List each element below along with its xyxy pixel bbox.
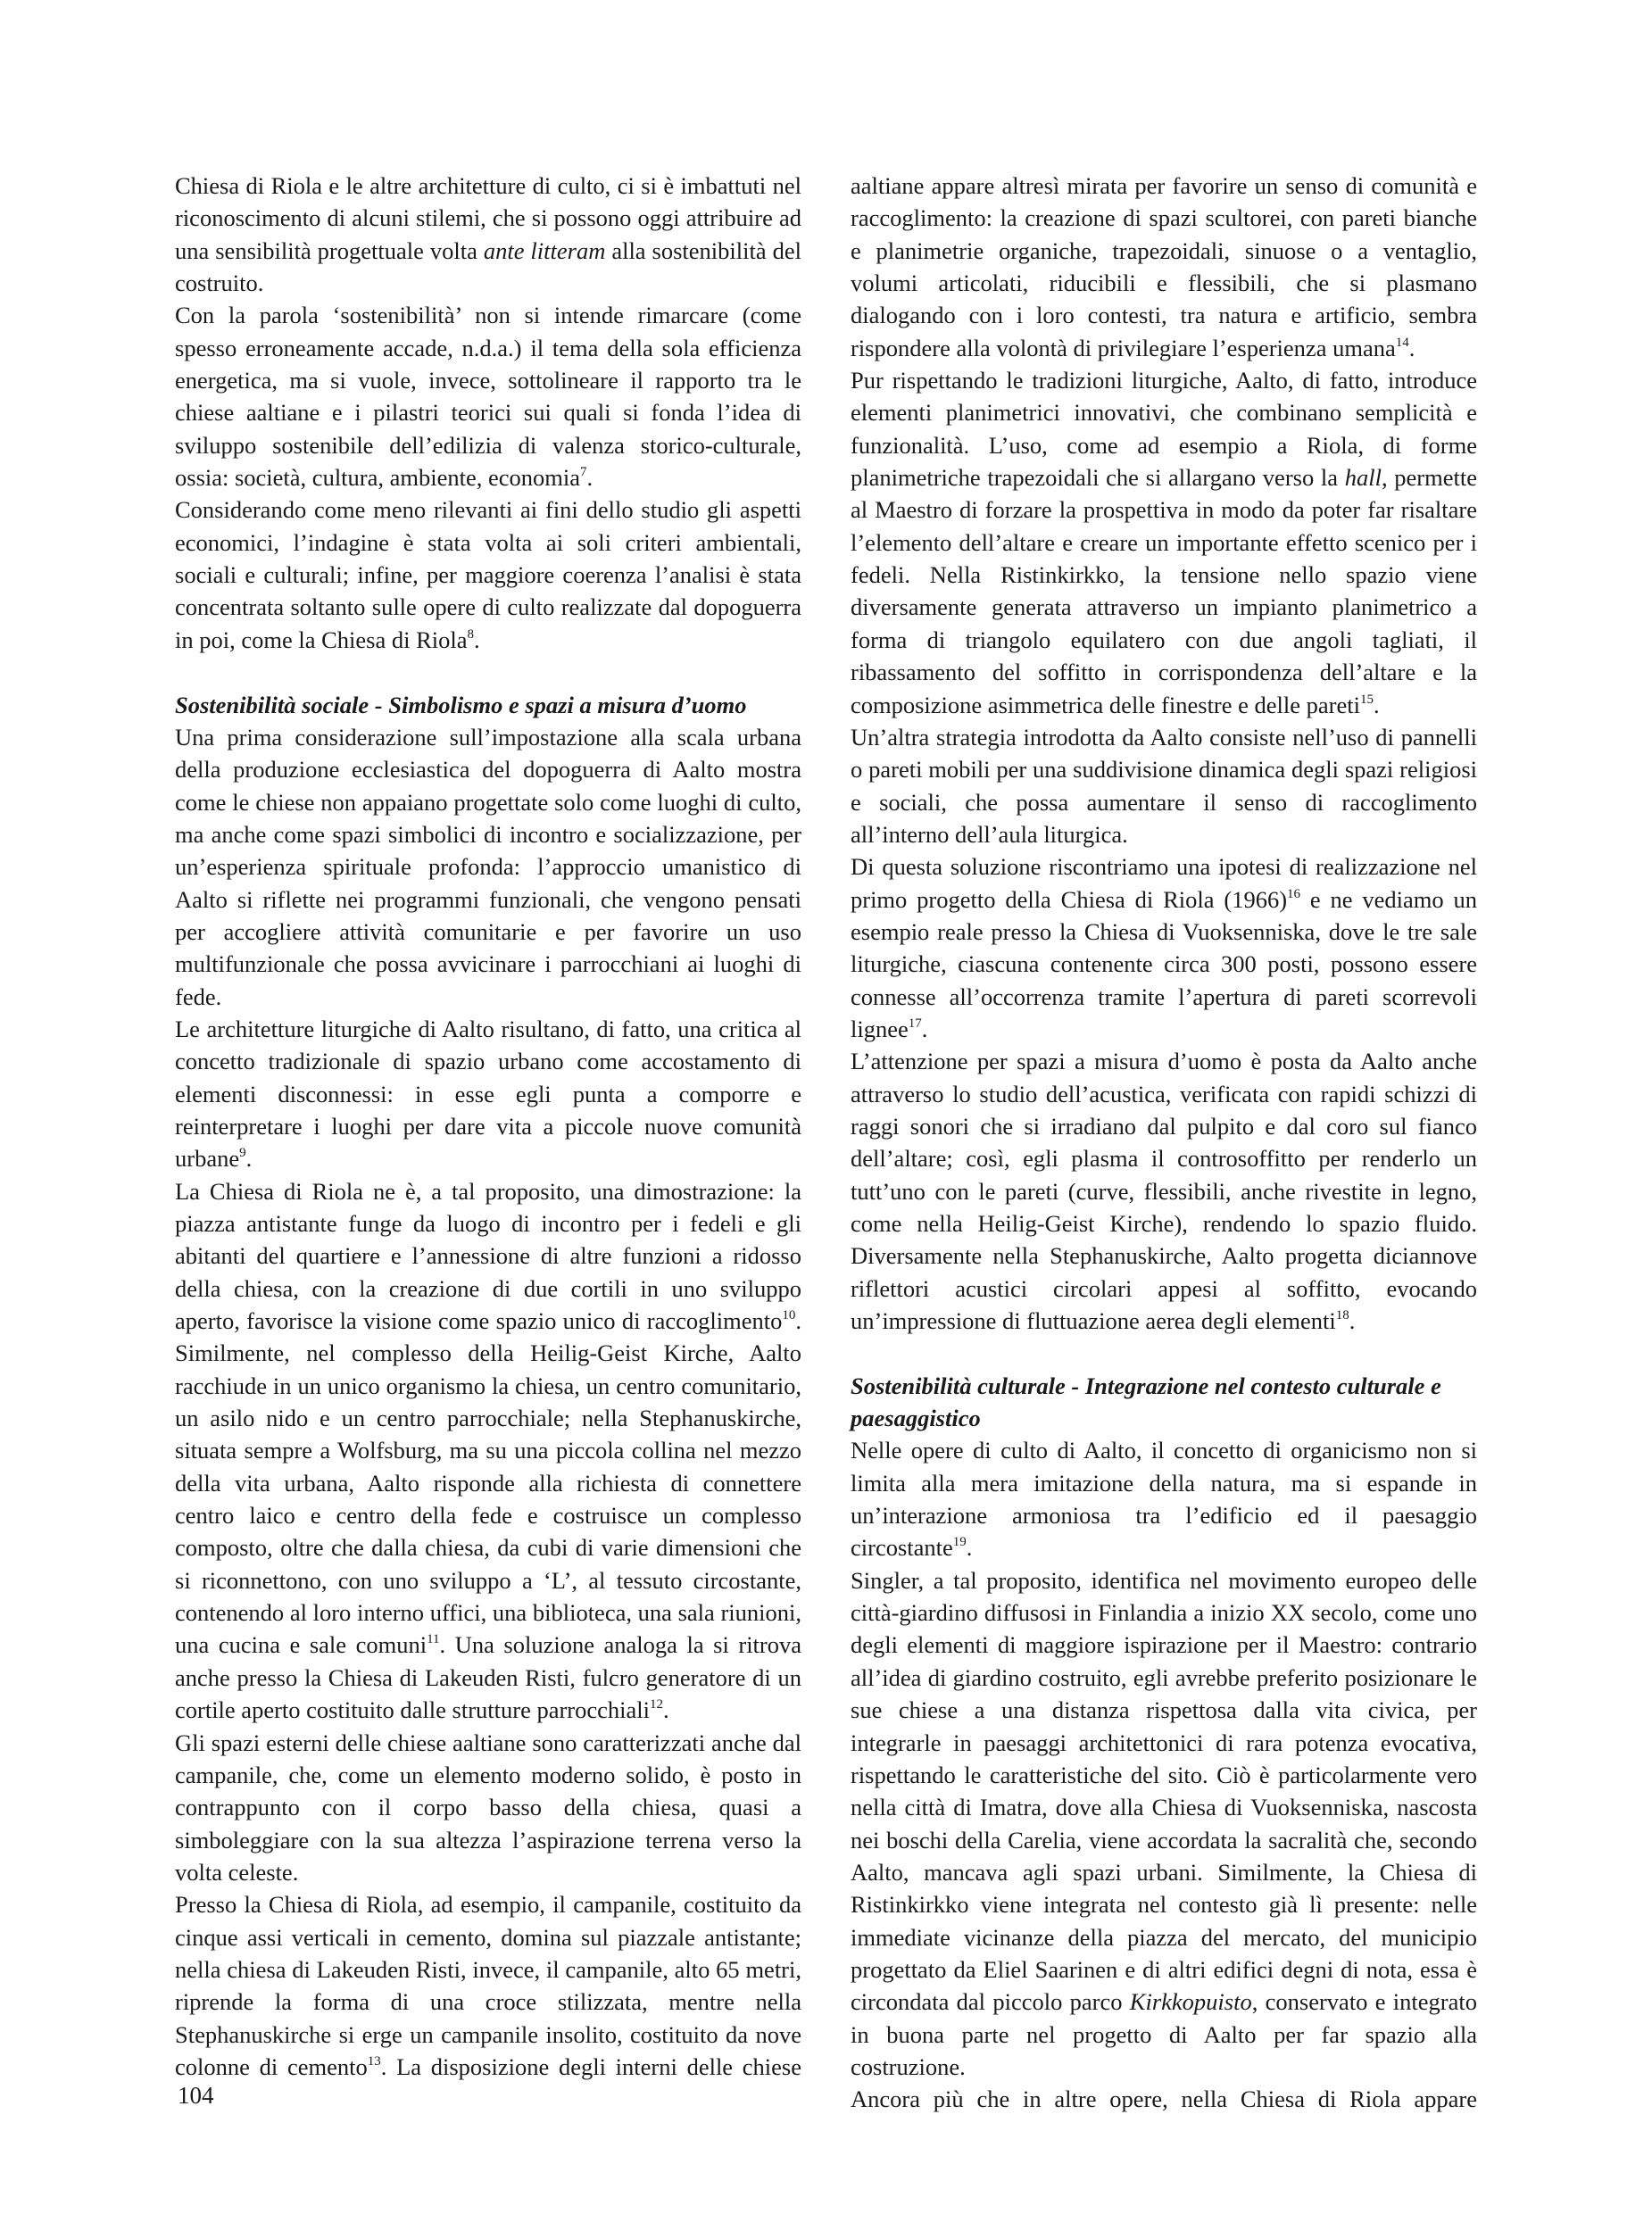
text: Chiesa di Riola e le altre architetture di culto, ci si è imbattuti nel riconoscimento di alcuni stilemi, che si possono oggi attribuire ad una sensibilità progettuale volta [175, 172, 801, 264]
paragraph [851, 1045, 1477, 1337]
footnote-ref: 11 [427, 1632, 440, 1647]
text: Presso la Chiesa di Riola, ad esempio, il campanile, costituito da cinque assi verticali in cemento, domina sul piazzale antistante; nella chiesa di Lakeuden Risti, invece, il campanile, alto 65 metri, riprende la forma di una croce stilizzata, mentre nella Stephanuskirche si erge un campanile insolito, costituito da nove colonne di cemento [175, 1891, 801, 2080]
text: . [921, 1015, 928, 1042]
footnote-ref: 17 [908, 1016, 922, 1031]
footnote-ref: 8 [467, 626, 475, 642]
text: . [663, 1696, 669, 1724]
footnote-ref: 19 [952, 1535, 967, 1550]
right-column [851, 170, 1477, 2116]
paragraph [851, 721, 1477, 850]
footnote-ref: 9 [239, 1146, 246, 1161]
paragraph [175, 493, 801, 656]
spacer [851, 1337, 1477, 1369]
paragraph [175, 299, 801, 493]
text: Considerando come meno rilevanti ai fini dello studio gli aspetti economici, l’indagine è stata volta ai soli criteri ambientali, sociali e culturali; infine, per maggiore coerenza l’analisi è stata concentrata soltanto sulle opere di culto realizzate dal dopoguerra in poi, come la Chiesa di Riola [175, 496, 801, 653]
text: Ancora più che in altre opere, nella Chiesa di Riola appare [851, 2085, 1477, 2113]
paragraph [175, 1175, 801, 1727]
paragraph [175, 170, 801, 299]
paragraph [175, 1727, 801, 1889]
text: Le architetture liturgiche di Aalto risultano, di fatto, una critica al concetto tradizionale di spazio urbano come accostamento di elementi disconnessi: in esse egli punta a comporre e reinterpretare i luoghi per dare vita a piccole nuove comunità urbane [175, 1015, 801, 1173]
italic-term: hall [1344, 464, 1382, 492]
text: Singler, a tal proposito, identifica nel movimento europeo delle città-giardino diffusosi in Finlandia a inizio XX secolo, come uno degli elementi di maggiore ispirazione per il Maestro: contrario all’idea di giardino costruito, egli avrebbe preferito posizionare le sue chiese a una distanza rispettosa dalla vita civica, per integrarle in paesaggi architettonici di rara potenza evocativa, rispettando le caratteristiche del sito. Ciò è particolarmente vero nella città di Imatra, dove alla Chiesa di Vuoksenniska, nascosta nei boschi della Carelia, viene accordata la sacralità che, secondo Aalto, mancava agli spazi urbani. Similmente, la Chiesa di Ristinkirkko viene integrata nel contesto già lì presente: nelle immediate vicinanze della piazza del mercato, del municipio progettato da Eliel Saarinen e di altri edifici degni di nota, essa è circondata dal piccolo parco [851, 1566, 1477, 2016]
paragraph [851, 850, 1477, 1045]
section-heading: Sostenibilità culturale - Integrazione nel contesto culturale e paesaggistico [851, 1372, 1441, 1432]
italic-term: ante litteram [483, 236, 606, 264]
footnote-ref: 14 [1395, 335, 1409, 350]
section-heading: Sostenibilità sociale - Simbolismo e spazi a misura d’uomo [175, 691, 747, 718]
text: Un’altra strategia introdotta da Aalto consiste nell’uso di pannelli o pareti mobili per una suddivisione dinamica degli spazi religiosi e sociali, che possa aumentare il senso di raccoglimento all’interno dell’aula liturgica. [851, 723, 1477, 848]
paragraph [851, 1434, 1477, 1563]
text: . Una soluzione analoga la si ritrova anche presso la Chiesa di Lakeuden Risti, fulcro generatore di un cortile aperto costituito dalle strutture parrocchiali [175, 1631, 802, 1724]
paragraph [851, 2083, 1477, 2115]
paragraph [851, 170, 1477, 364]
text: . La disposizione degli interni delle chiese [380, 2052, 801, 2080]
text: Con la parola ‘sostenibilità’ non si intende rimarcare (come spesso erroneamente accade, n.d.a.) il tema della sola efficienza energetica, ma si vuole, invece, sottolineare il rapporto tra le chiese aaltiane e i pilastri teorici sui quali si fonda l’idea di sviluppo sostenibile dell’edilizia di valenza storico-culturale, ossia: società, cultura, ambiente, economia [175, 302, 801, 492]
text: . [1408, 334, 1415, 361]
footnote-ref: 13 [367, 2053, 381, 2069]
left-column [175, 170, 801, 2083]
text: Di questa soluzione riscontriamo una ipotesi di realizzazione nel primo progetto della Chiesa di Riola (1966) [851, 853, 1477, 913]
text: La Chiesa di Riola ne è, a tal proposito, una dimostrazione: la piazza antistante funge da luogo di incontro per i fedeli e gli abitanti del quartiere e l’annessione di altre funzioni a ridosso della chiesa, con la creazione di due cortili in uno sviluppo aperto, favorisce la visione come spazio unico di raccoglimento [175, 1177, 801, 1335]
paragraph [175, 721, 801, 1013]
text: e ne vediamo un esempio reale presso la Chiesa di Vuoksenniska, dove le tre sale liturgiche, ciascuna contenente circa 300 posti, possono essere connesse all’occorrenza tramite l’apertura di pareti scorrevoli lignee [851, 885, 1477, 1042]
paragraph [851, 1564, 1477, 2084]
footnote-ref: 15 [1359, 692, 1374, 707]
text: . [474, 626, 480, 653]
text: Nelle opere di culto di Aalto, il concetto di organicismo non si limita alla mera imitazione della natura, ma si espande in un’interazione armoniosa tra l’edificio ed il paesaggio circostante [851, 1437, 1477, 1562]
italic-term: Kirkkopuisto [1129, 1988, 1252, 2016]
footnote-ref: 7 [580, 465, 587, 480]
footnote-ref: 18 [1335, 1308, 1349, 1323]
text: L’attenzione per spazi a misura d’uomo è posta da Aalto anche attraverso lo studio dell’acustica, verificata con rapidi schizzi di raggi sonori che si irradiano dal pulpito e dal coro sul fianco dell’altare; così, egli plasma il controsoffitto per renderlo un tutt’uno con le pareti (curve, flessibili, anche rivestite in legno, come nella Heilig-Geist Kirche), rendendo lo spazio fluido. Diversamente nella Stephanuskirche, Aalto progetta diciannove riflettori acustici circolari appesi al soffitto, evocando un’impressione di fluttuazione aerea degli elementi [851, 1048, 1477, 1335]
text: aaltiane appare altresì mirata per favorire un senso di comunità e raccoglimento: la creazione di spazi scultorei, con pareti bianche e planimetrie organiche, trapezoidali, sinuose o a ventaglio, volumi articolati, riducibili e flessibili, che si plasmano dialogando con i loro contesti, tra natura e artificio, sembra rispondere alla volontà di privilegiare l’esperienza umana [851, 172, 1477, 361]
footnote-ref: 10 [782, 1308, 796, 1323]
text: . [245, 1145, 253, 1173]
text: . [586, 464, 594, 492]
footnote-ref: 12 [650, 1697, 664, 1712]
paragraph [175, 1013, 801, 1175]
text: , conservato e integrato in buona parte nel progetto di Aalto per far spazio alla costruzione. [851, 1988, 1477, 2080]
text: Una prima considerazione sull’impostazione alla scala urbana della produzione ecclesiastica del dopoguerra di Aalto mostra come le chiese non appaiano progettate solo come luoghi di culto, ma anche come spazi simbolici di incontro e socializzazione, per un’esperienza spirituale profonda: l’approccio umanistico di Aalto si riflette nei programmi funzionali, che vengono pensati per accogliere attività comunitarie e per favorire un uso multifunzionale che possa avvicinare i parrocchiani ai luoghi di fede. [175, 723, 801, 1010]
text: . [1373, 691, 1380, 718]
text: alla sostenibilità del costruito. [175, 236, 801, 297]
spacer [175, 656, 801, 688]
text: Gli spazi esterni delle chiese aaltiane sono caratterizzati anche dal campanile, che, come un elemento moderno solido, è posto in contrappunto con il corpo basso della chiesa, quasi a simboleggiare con la sua altezza l’aspirazione terrena verso la volta celeste. [175, 1729, 801, 1886]
footnote-ref: 16 [1287, 886, 1301, 901]
text: . [966, 1534, 973, 1562]
paragraph [851, 364, 1477, 721]
page-number: 104 [178, 2082, 214, 2109]
text: . [1349, 1307, 1356, 1335]
text: , permette al Maestro di forzare la prospettiva in modo da poter far risaltare l’elemento dell’altare e creare un importante effetto scenico per i fedeli. Nella Ristinkirkko, la tensione nello spazio viene diversamente generata attraverso un impianto planimetrico a forma di triangolo equilatero con due angoli tagliati, il ribassamento del soffitto in corrispondenza dell’altare e la composizione asimmetrica delle finestre e delle pareti [851, 464, 1477, 718]
text: Pur rispettando le tradizioni liturgiche, Aalto, di fatto, introduce elementi planimetrici innovativi, che combinano semplicità e funzionalità. L’uso, come ad esempio a Riola, di forme planimetriche trapezoidali che si allargano verso la [851, 367, 1477, 492]
text: . Similmente, nel complesso della Heilig-Geist Kirche, Aalto racchiude in un unico organismo la chiesa, un centro comunitario, un asilo nido e un centro parrocchiale; nella Stephanuskirche, situata sempre a Wolfsburg, ma su una piccola collina nel mezzo della vita urbana, Aalto risponde alla richiesta di connettere centro laico e centro della fede e costruisce un complesso composto, oltre che dalla chiesa, da cubi di varie dimensioni che si riconnettono, con uno sviluppo a ‘L’, al tessuto circostante, contenendo al loro interno uffici, una biblioteca, una sala riunioni, una cucina e sale comuni [175, 1307, 801, 1659]
paragraph [175, 1888, 801, 2083]
